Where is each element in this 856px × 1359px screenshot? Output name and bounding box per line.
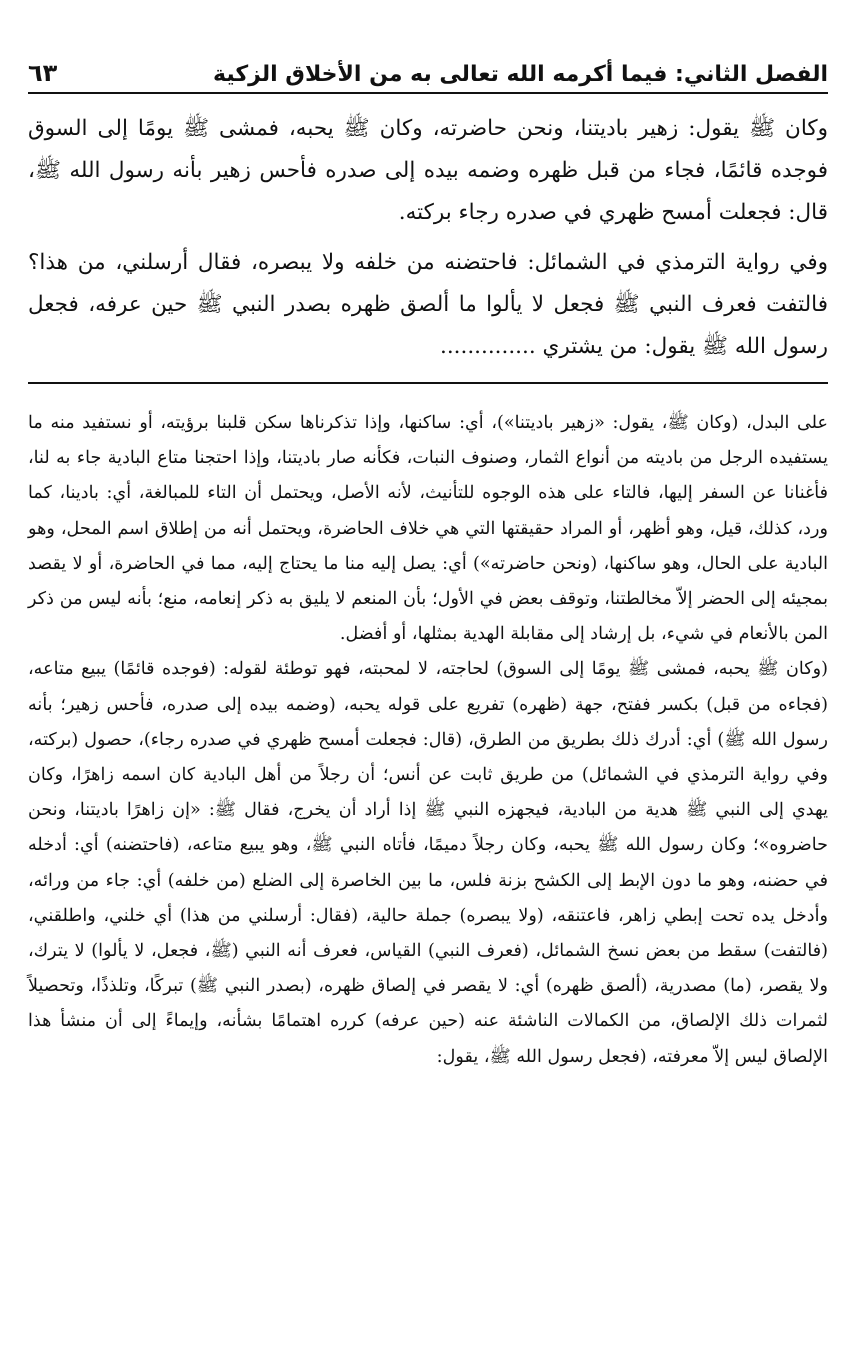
running-header — [28, 44, 828, 94]
commentary-paragraph-1: على البدل، (وكان ﷺ، يقول: «زهير باديتنا»)، أي: ساكنها، وإذا تذكرناها سكن قلبنا برؤيته، أو نستفيد منه ما يستفيده الرجل من باديته من أنواع الثمار، وصنوف النبات، فكأنه صار باديتنا، وإذا احتجنا متاع البادية جاء به لنا، فأغنانا عن السفر إليها، فالتاء على هذه الوجوه للتأنيث، لأنه الأصل، ويحتمل أن التاء للمبالغة، أي: بادينا، كما ورد، كذلك، قيل، وهو أظهر، أو المراد حقيقتها التي هي خلاف الحاضرة، ويحتمل أنه من إطلاق اسم المحل، وهو البادية على الحال، وهو ساكنها، (ونحن حاضرته») أي: يصل إليه منا ما يحتاج إليه، مما في الحاضرة، أو لا يقصد بمجيئه إلى الحضر إلاّ مخالطتنا، وتوقف بعض في الأول؛ بأن المنعم لا يليق به ذكر إنعامه، منع؛ بأنه ليس من ذكر المن بالأنعام في شيء، بل إرشاد إلى مقابلة الهدية بمثلها، أو أفضل. — [28, 413, 828, 645]
page — [28, 44, 828, 1339]
chapter-title: الفصل الثاني: فيما أكرمه الله تعالى به من الأخلاق الزكية — [213, 61, 828, 87]
commentary-text — [28, 406, 828, 1075]
hadith-paragraph-2: وفي رواية الترمذي في الشمائل: فاحتضنه من خلفه ولا يبصره، فقال أرسلني، من هذا؟ فالتفت فعرف النبي ﷺ فجعل لا يألوا ما ألصق ظهره بصدر النبي ﷺ حين عرفه، فجعل رسول الله ﷺ يقول: من يشتري .............. — [28, 250, 828, 359]
hadith-text — [28, 108, 828, 368]
page-number: ٦٣ — [28, 59, 58, 88]
separator-rule — [28, 382, 828, 384]
hadith-paragraph-1: وكان ﷺ يقول: زهير باديتنا، ونحن حاضرته، وكان ﷺ يحبه، فمشى ﷺ يومًا إلى السوق فوجده قائمًا، فجاء من قبل ظهره وضمه بيده إلى صدره فأحس زهير بأنه رسول الله ﷺ، قال: فجعلت أمسح ظهري في صدره رجاء بركته. — [28, 116, 828, 225]
commentary-paragraph-2: (وكان ﷺ يحبه، فمشى ﷺ يومًا إلى السوق) لحاجته، لا لمحبته، فهو توطئة لقوله: (فوجده قائمًا) يبيع متاعه، (فجاءه من قبل) بكسر ففتح، جهة (ظهره) تفريع على قوله يحبه، (وضمه بيده إلى صدره، فأحس زهير؛ بأنه رسول الله ﷺ) أي: أدرك ذلك بطريق من الطرق، (قال: فجعلت أمسح ظهري في صدره رجاء)، حصول (بركته، وفي رواية الترمذي في الشمائل) من طريق ثابت عن أنس؛ أن رجلاً من أهل البادية كان اسمه زاهرًا، وكان يهدي إلى النبي ﷺ هدية من البادية، فيجهزه النبي ﷺ إذا أراد أن يخرج، فقال ﷺ: «إن زاهرًا باديتنا، ونحن حاضروه»؛ وكان رسول الله ﷺ يحبه، وكان رجلاً دميمًا، فأتاه النبي ﷺ، وهو يبيع متاعه، (فاحتضنه) أي: أدخله في حضنه، وهو ما دون الإبط إلى الكشح بزنة فلس، ما بين الخاصرة إلى الضلع (من خلفه) أي: جاء من ورائه، وأدخل يده تحت إبطي زاهر، فاعتنقه، (ولا يبصره) جملة حالية، (فقال: أرسلني من هذا) أي خلني، واطلقني، (فالتفت) سقط من بعض نسخ الشمائل، (فعرف النبي) القياس، فعرف أنه النبي (ﷺ، فجعل، لا يألوا) لا يترك، ولا يقصر، (ما) مصدرية، (ألصق ظهره) أي: لا يقصر في إلصاق ظهره، (بصدر النبي ﷺ) تبركًا، وتلذذًا، وتحصيلاً لثمرات ذلك الإلصاق، من الكمالات الناشئة عنه (حين عرفه) كرره اهتمامًا بشأنه، وإيماءً إلى أن منشأ هذا الإلصاق ليس إلاّ معرفته، (فجعل رسول الله ﷺ، يقول: — [28, 659, 828, 1067]
